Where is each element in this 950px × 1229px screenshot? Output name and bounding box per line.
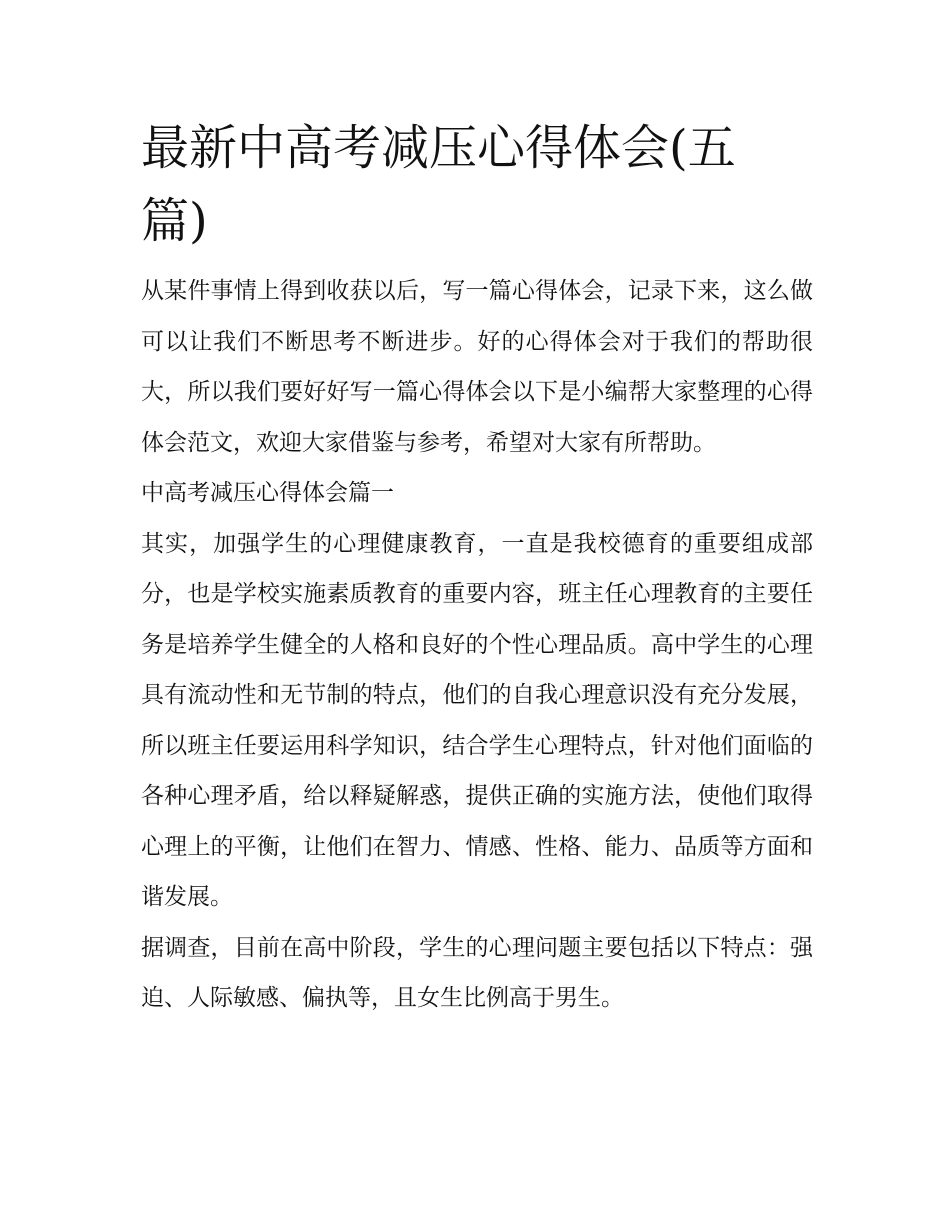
body-paragraph-1: 其实，加强学生的心理健康教育，一直是我校德育的重要组成部分，也是学校实施素质教育的重要内容，班主任心理教育的主要任务是培养学生健全的人格和良好的个性心理品质。高中学生的心理具有流动性和无节制的特点，他们的自我心理意识没有充分发展，所以班主任要运用科学知识，结合学生心理特点，针对他们面临的各种心理矛盾，给以释疑解惑，提供正确的实施方法，使他们取得心理上的平衡，让他们在智力、情感、性格、能力、品质等方面和谐发展。 [141,530,813,910]
intro-paragraph: 从某件事情上得到收获以后，写一篇心得体会，记录下来，这么做可以让我们不断思考不断进步。好的心得体会对于我们的帮助很大，所以我们要好好写一篇心得体会以下是小编帮大家整理的心得体会范文，欢迎大家借鉴与参考，希望对大家有所帮助。 [141,278,813,456]
document-page [141,112,813,1024]
section-heading: 中高考减压心得体会篇一 [141,480,394,506]
document-title: 最新中高考减压心得体会(五篇) [141,120,736,249]
body-paragraph-2: 据调查，目前在高中阶段，学生的心理问题主要包括以下特点：强迫、人际敏感、偏执等，且女生比例高于男生。 [141,934,813,1011]
